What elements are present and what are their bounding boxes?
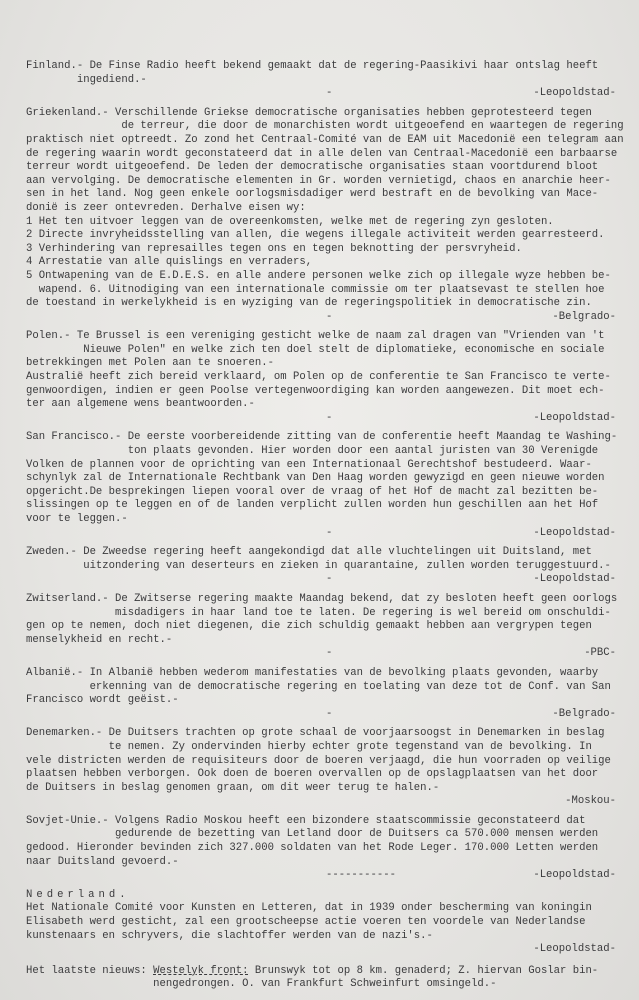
text-line: Nieuwe Polen" en welke zich ten doel stelt de diplomatieke, economische en sociale [26,343,605,356]
text-line: de Duitsers in beslag genomen graan, om dit weer terug te halen.- [26,781,440,794]
source-label: -Leopoldstad- [533,943,616,956]
text-line: nengedrongen. O. van Frankfurt Schweinfurt omsingeld.- [26,978,497,991]
text-segment: Brunswyk tot op 8 km. genaderd; Z. hiervan Goslar bin- [248,964,599,977]
document-page [26,60,624,998]
source-attribution [26,943,616,957]
text-line: Australië heeft zich bereid verklaard, om Polen op de conferentie te San Francisco te verte- [26,371,611,384]
text-line: gedurende de bezetting van Letland door de Duitsers ca 570.000 mensen werden [26,828,599,841]
news-item [26,546,616,587]
text-line: schynlyk zal de Internationale Rechtbank van Den Haag worden gewyzigd en geen nieuwe worden [26,472,605,485]
text-line [26,965,616,979]
text-line: ton plaats gevonden. Hier worden door een aantal juristen van 30 Verenigde [26,445,599,458]
text-line: de terreur, die door de monarchisten wordt uitgeoefend en waartegen de regering [26,120,624,133]
text-line: sen in het land. Nog geen enkele oorlogsmisdadiger werd bestraft en de bevolking van Mace- [26,188,599,201]
text-line: gedood. Hieronder bevinden zich 327.000 soldaten van het Rode Leger. 170.000 Letten werden [26,842,599,855]
text-line: te nemen. Zy ondervinden hierby echter grote tegenstand van de bevolking. In [26,740,592,753]
text-line: uitzondering van deserteurs en zieken in quarantaine, zullen worden teruggestuurd.- [26,559,611,572]
text-line: Elisabeth werd gesticht, zal een grootscheepse actie voeren ten voordele van Nederlandse [26,916,586,929]
text-line: plaatsen hebben verborgen. Ook doen de boeren overvallen op de opslagplaatsen van het door [26,768,599,781]
section-heading: Nederland. [26,888,130,901]
news-item [26,431,616,540]
text-line: praktisch niet optreedt. Zo zond het Centraal-Comité van de EAM uit Macedonië een telegram aan [26,133,624,146]
source-attribution [26,795,616,809]
text-line: Francisco wordt geëist.- [26,694,179,707]
source-label: -Belgrado- [552,707,616,720]
source-attribution [26,869,616,883]
source-label: -Moskou- [565,795,616,808]
news-item [26,60,616,101]
text-line: Sovjet-Unie.- Volgens Radio Moskou heeft een bizondere staatscommissie geconstateerd dat [26,814,586,827]
text-line: Volken de plannen voor de oprichting van een Internationaal Gerechtshof bestudeerd. Waar- [26,458,592,471]
text-line: opgericht.De besprekingen liepen vooral over de vraag of het Hof de macht zal bezitten be- [26,485,599,498]
text-line: slissingen op te leggen en of de landen verplicht zullen worden hun geschillen aan het Hof [26,499,599,512]
source-label: -Leopoldstad- [533,411,616,424]
source-attribution [26,311,616,325]
text-line: menselykheid en recht.- [26,633,173,646]
news-item [26,667,616,721]
separator-dash: - [326,310,333,323]
text-line: Albanië.- In Albanië hebben wederom manifestaties van de bevolking plaats gevonden, waarby [26,666,599,679]
source-label: -PBC- [584,647,616,660]
separator-dash: - [326,707,333,720]
text-line: kunstenaars en schryvers, die slachtoffer werden van de nazi's.- [26,929,433,942]
news-item [26,889,616,957]
text-line: ingediend.- [26,73,147,86]
source-attribution [26,647,616,661]
front-label: Westelyk front: [153,964,249,977]
news-item [26,727,616,809]
text-line: wapend. 6. Uitnodiging van een internationale commissie om ter plaatsevast te stellen hoe [26,283,605,296]
text-line: betrekkingen met Polen aan te snoeren.- [26,357,274,370]
text-line: donië is zeer ontevreden. Derhalve eisen wy: [26,201,306,214]
text-line: Het Nationale Comité voor Kunsten en Letteren, dat in 1939 onder bescherming van koningin [26,902,592,915]
source-label: -Leopoldstad- [533,573,616,586]
latest-news-label: Het laatste nieuws: [26,964,147,977]
text-line: voor te leggen.- [26,513,128,525]
text-line: vele districten werden de requisiteurs door de boeren verjaagd, die hun voorraden op veilige [26,754,611,767]
source-label: -Leopoldstad- [533,869,616,882]
source-label: -Belgrado- [552,310,616,323]
separator-dash: ----------- [326,869,396,882]
text-line: Denemarken.- De Duitsers trachten op grote schaal de voorjaarsoogst in Denemarken in beslag [26,727,605,740]
text-line: de toestand in werkelykheid is en wyziging van de regeringspolitiek in democratische zin. [26,297,592,310]
text-line: Polen.- Te Brussel is een vereniging gesticht welke de naam zal dragen van "Vrienden van 't [26,330,605,343]
text-line: misdadigers in haar land toe te laten. De regering is wel bereid om onschuldi- [26,606,611,619]
separator-dash: - [326,526,333,539]
source-attribution [26,527,616,541]
text-line: terreur wordt uitgeoefend. De leden der democratische organisaties staan voortdurend bloot [26,161,599,174]
source-attribution [26,87,616,101]
source-attribution [26,412,616,426]
text-line: 2 Directe invryheidsstelling van allen, die wegens illegale activiteit werden gearresteerd. [26,229,605,242]
source-label: -Leopoldstad- [533,526,616,539]
separator-dash: - [326,647,333,660]
text-line: erkenning van de democratische regering en toelating van deze tot de Conf. van San [26,680,611,693]
text-line: Zwitserland.- De Zwitserse regering maakte Maandag bekend, dat zy besloten heeft geen oorlogs [26,592,618,605]
text-line: 3 Verhindering van represailles tegen ons en tegen beknotting der persvryheid. [26,242,522,255]
news-item [26,106,624,325]
text-line: naar Duitsland gevoerd.- [26,855,179,868]
text-line: 4 Arrestatie van alle quislings en verraders, [26,256,313,269]
news-item [26,593,616,661]
latest-news [26,965,616,992]
text-line: Griekenland.- Verschillende Griekse democratische organisaties hebben geprotesteerd tegen [26,106,592,119]
source-attribution [26,708,616,722]
separator-dash: - [326,573,333,586]
text-line: genwoordigen, indien er geen Poolse vertegenwoordiging kan worden aangewezen. Dit moet ech- [26,384,605,397]
text-line: ter aan algemene wens beantwoorden.- [26,398,255,411]
text-line: aan vervolging. De democratische elementen in Gr. worden vernietigd, chaos en anarchie heer- [26,174,611,187]
separator-dash: - [326,87,333,100]
text-line: Zweden.- De Zweedse regering heeft aangekondigd dat alle vluchtelingen uit Duitsland, met [26,546,592,559]
text-line: 5 Ontwapening van de E.D.E.S. en alle andere personen welke zich op illegale wyze hebben be- [26,269,611,282]
news-item [26,330,616,425]
source-attribution [26,573,616,587]
text-line: Finland.- De Finse Radio heeft bekend gemaakt dat de regering-Paasikivi haar ontslag heeft [26,60,599,72]
text-line: gen op te nemen, doch niet diegenen, die zich schuldig gemaakt hebben aan vergrypen tegen [26,620,592,633]
source-label: -Leopoldstad- [533,87,616,100]
text-line: San Francisco.- De eerste voorbereidende zitting van de conferentie heeft Maandag te Washing- [26,431,618,444]
text-line: 1 Het ten uitvoer leggen van de overeenkomsten, welke met de regering zyn gesloten. [26,215,554,228]
text-line: de regering waarin wordt geconstateerd dat in alle delen van Centraal-Macedonië een barbaarse [26,147,618,160]
news-item [26,815,616,883]
separator-dash: - [326,411,333,424]
